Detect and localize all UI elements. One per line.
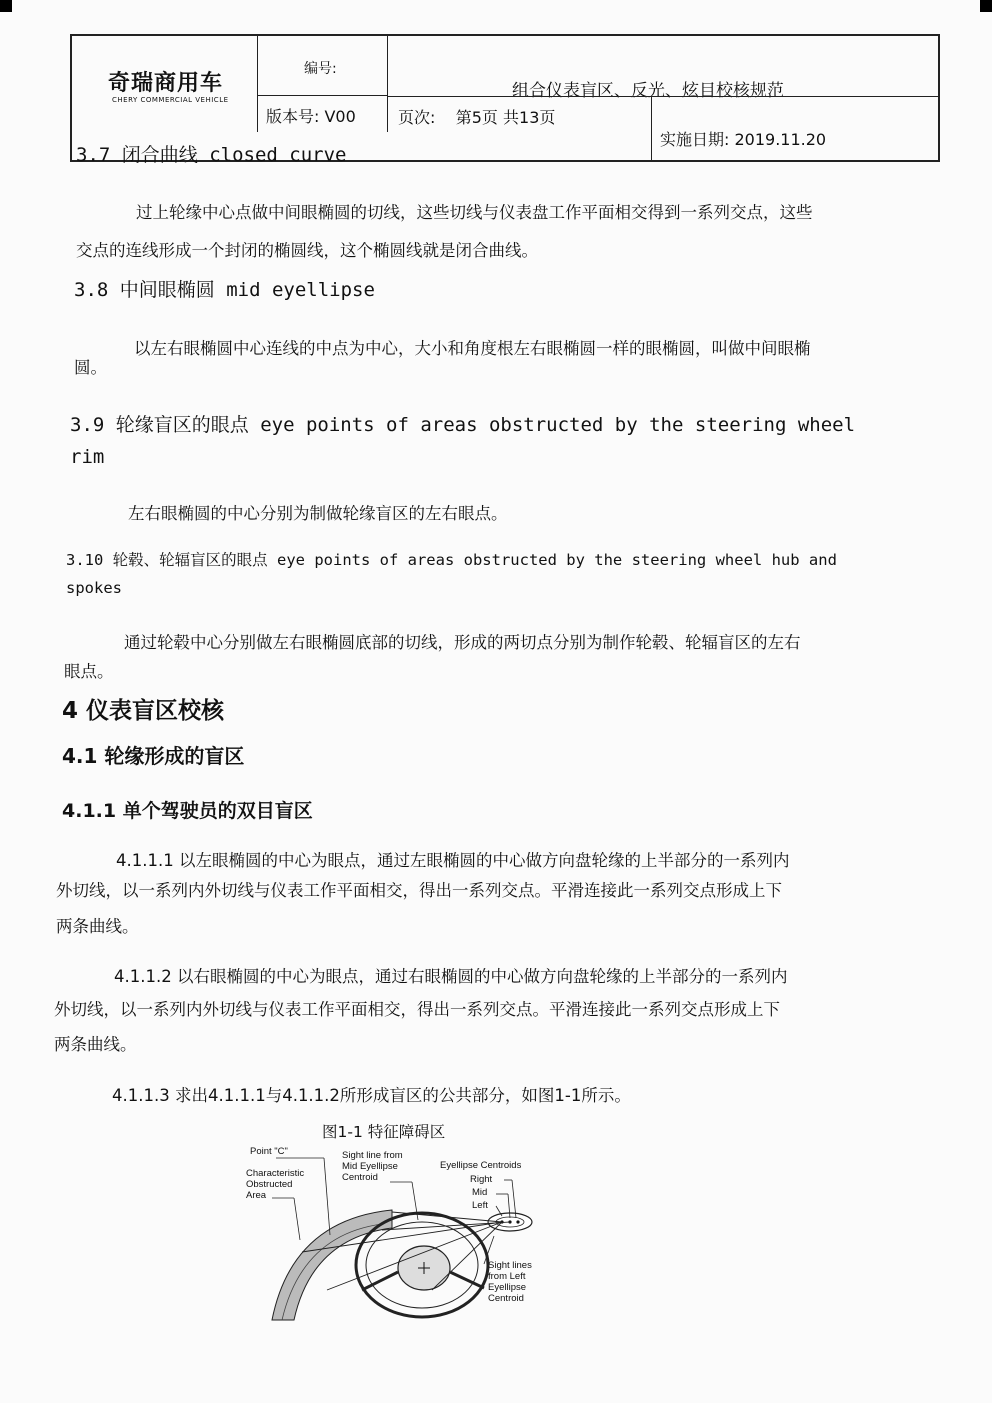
scan-corner-mark bbox=[980, 0, 992, 12]
label-sight-mid-3: Centroid bbox=[342, 1172, 378, 1183]
section-3-7-para-line2: 交点的连线形成一个封闭的椭圆线，这个椭圆线就是闭合曲线。 bbox=[76, 241, 538, 260]
section-3-8-title: 3.8 中间眼椭圆 mid eyellipse bbox=[74, 279, 375, 301]
label-left: Left bbox=[472, 1200, 488, 1211]
para-4-1-1-2-line3: 两条曲线。 bbox=[54, 1035, 137, 1054]
page-text bbox=[398, 105, 555, 128]
section-3-7-para-line1: 过上轮缘中心点做中间眼椭圆的切线，这些切线与仪表盘工作平面相交得到一系列交点，这些 bbox=[136, 203, 813, 222]
label-sight-left-3: Eyellipse bbox=[488, 1282, 527, 1293]
section-3-7-title: 3.7 闭合曲线 closed curve bbox=[76, 144, 347, 166]
code-cell bbox=[258, 36, 388, 96]
section-4-title: 4 仪表盲区校核 bbox=[62, 698, 225, 724]
para-4-1-1-1-line3: 两条曲线。 bbox=[56, 917, 139, 936]
version-text: 版本号: V00 bbox=[266, 107, 356, 126]
label-char-area-1: Characteristic bbox=[246, 1168, 305, 1179]
logo-chinese: 奇瑞商用车 bbox=[108, 71, 224, 96]
label-char-area-3: Area bbox=[246, 1190, 267, 1201]
code-label: 编号: bbox=[304, 61, 337, 77]
para-4-1-1-2-line1: 4.1.1.2 以右眼椭圆的中心为眼点，通过右眼椭圆的中心做方向盘轮缘的上半部分的一系列内 bbox=[114, 967, 788, 986]
section-3-10-title-cont: spokes bbox=[66, 579, 122, 597]
date-text: 实施日期: 2019.11.20 bbox=[660, 130, 827, 149]
section-3-9-title-cont: rim bbox=[70, 446, 105, 468]
page-label: 页次: bbox=[398, 108, 436, 127]
section-3-9-para: 左右眼椭圆的中心分别为制做轮缘盲区的左右眼点。 bbox=[128, 504, 508, 523]
label-sight-left-1: Sight lines bbox=[488, 1260, 532, 1271]
doc-title: 组合仪表盲区、反光、炫目校核规范 bbox=[512, 81, 784, 101]
page-value: 第5页 共13页 bbox=[455, 108, 556, 127]
para-4-1-1-1-line2: 外切线，以一系列内外切线与仪表工作平面相交，得出一系列交点。平滑连接此一系列交点形成上下 bbox=[56, 881, 782, 900]
para-4-1-1-3: 4.1.1.3 求出4.1.1.1与4.1.1.2所形成盲区的公共部分，如图1-1所示。 bbox=[112, 1086, 631, 1105]
section-3-8-para-line2: 圆。 bbox=[74, 358, 107, 377]
section-3-10-para-line2: 眼点。 bbox=[64, 662, 114, 681]
section-3-10-para-line1: 通过轮毂中心分别做左右眼椭圆底部的切线，形成的两切点分别为制作轮毂、轮辐盲区的左右 bbox=[124, 633, 801, 652]
label-sight-left-4: Centroid bbox=[488, 1293, 524, 1304]
section-3-8-para-line1: 以左右眼椭圆中心连线的中点为中心，大小和角度根左右眼椭圆一样的眼椭圆，叫做中间眼椭 bbox=[134, 339, 811, 358]
section-4-1-title: 4.1 轮缘形成的盲区 bbox=[62, 744, 245, 768]
page-cell bbox=[388, 96, 652, 162]
logo-english: CHERY COMMERCIAL VEHICLE bbox=[112, 96, 229, 104]
version-cell bbox=[258, 96, 388, 132]
label-char-area-2: Obstructed bbox=[246, 1179, 293, 1190]
para-4-1-1-1-line1: 4.1.1.1 以左眼椭圆的中心为眼点，通过左眼椭圆的中心做方向盘轮缘的上半部分的一系列内 bbox=[116, 851, 790, 870]
company-logo bbox=[72, 36, 258, 132]
section-4-1-1-title: 4.1.1 单个驾驶员的双目盲区 bbox=[62, 800, 313, 822]
label-sight-mid-2: Mid Eyellipse bbox=[342, 1161, 398, 1172]
scan-corner-mark bbox=[0, 0, 12, 12]
section-3-9-title: 3.9 轮缘盲区的眼点 eye points of areas obstructed by the steering wheel bbox=[70, 414, 856, 436]
date-cell bbox=[652, 96, 938, 162]
label-sight-mid-1: Sight line from bbox=[342, 1150, 403, 1161]
figure-characteristic-obstructed-area bbox=[232, 1140, 562, 1330]
para-4-1-1-2-line2: 外切线，以一系列内外切线与仪表工作平面相交，得出一系列交点。平滑连接此一系列交点形成上下 bbox=[54, 1000, 780, 1019]
label-point-c: Point "C" bbox=[250, 1146, 288, 1157]
label-right: Right bbox=[470, 1174, 493, 1185]
section-3-10-title: 3.10 轮毂、轮辐盲区的眼点 eye points of areas obstructed by the steering wheel hub and bbox=[66, 551, 837, 569]
figure-caption: 图1-1 特征障碍区 bbox=[322, 1123, 446, 1141]
label-eyellipse-centroids: Eyellipse Centroids bbox=[440, 1160, 522, 1171]
label-sight-left-2: from Left bbox=[488, 1271, 526, 1282]
label-mid: Mid bbox=[472, 1187, 488, 1198]
